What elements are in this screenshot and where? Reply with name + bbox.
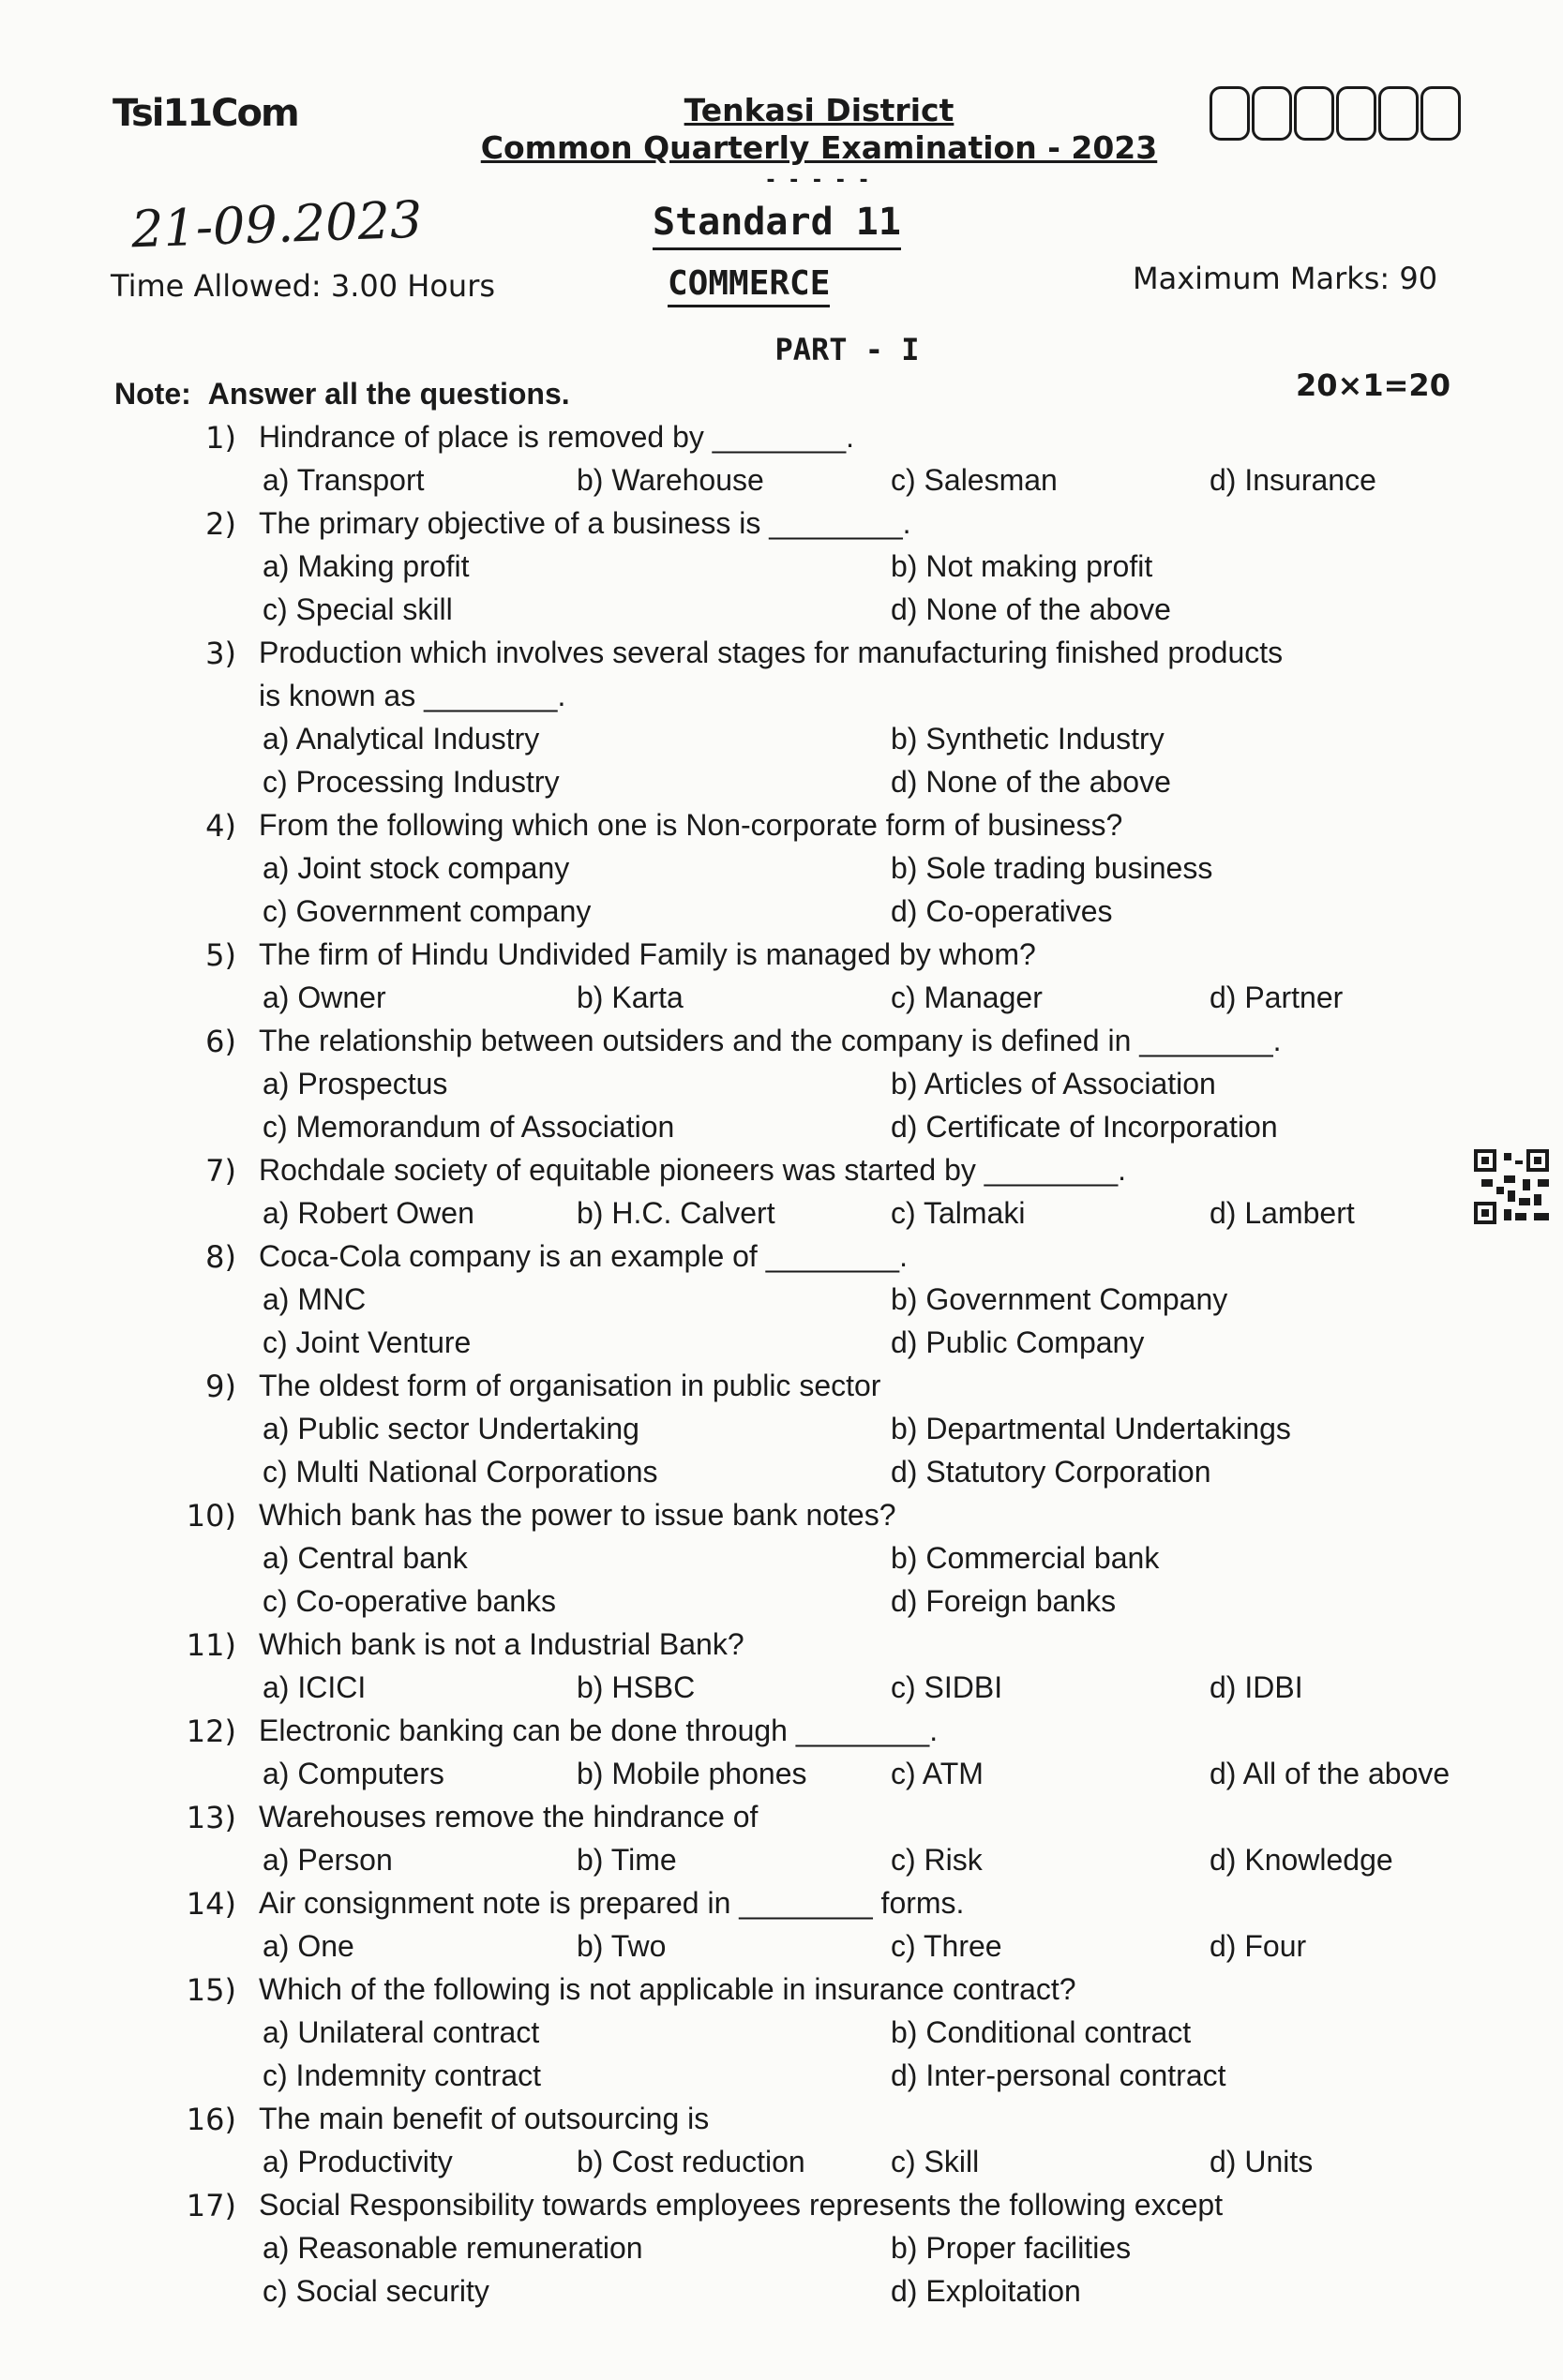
answer-option: d) Lambert: [1210, 1196, 1355, 1230]
answer-option: a) Owner: [263, 980, 386, 1014]
answer-option: d) Statutory Corporation: [891, 1455, 1211, 1489]
question-number: 10): [186, 1498, 236, 1534]
instruction-note: Note: Answer all the questions.: [114, 377, 570, 411]
question-text: Electronic banking can be done through ________.: [259, 1714, 939, 1747]
question-number: 16): [186, 2102, 236, 2137]
answer-option: b) HSBC: [577, 1670, 696, 1704]
answer-option: a) Person: [263, 1843, 393, 1877]
question-text: The main benefit of outsourcing is: [259, 2102, 710, 2135]
question-text: Social Responsibility towards employees represents the following except: [259, 2188, 1224, 2222]
answer-option: b) Not making profit: [891, 549, 1153, 583]
answer-option: a) Making profit: [263, 549, 470, 583]
answer-option: a) Productivity: [263, 2145, 453, 2178]
question-number: 9): [205, 1369, 236, 1404]
answer-option: c) Government company: [263, 894, 592, 928]
answer-option: b) Commercial bank: [891, 1541, 1160, 1575]
question-text: Rochdale society of equitable pioneers was started by ________.: [259, 1153, 1127, 1187]
district-title: Tenkasi District: [684, 92, 954, 128]
answer-option: d) Co-operatives: [891, 894, 1113, 928]
answer-option: c) Talmaki: [891, 1196, 1026, 1230]
question-number: 5): [205, 937, 236, 973]
answer-option: c) Memorandum of Association: [263, 1110, 675, 1144]
marks-scheme: 20×1=20: [1296, 367, 1450, 403]
answer-option: a) Computers: [263, 1757, 444, 1790]
question-text: Which of the following is not applicable in insurance contract?: [259, 1972, 1076, 2006]
answer-option: d) IDBI: [1210, 1670, 1303, 1704]
answer-option: c) Risk: [891, 1843, 983, 1877]
answer-option: b) Karta: [577, 980, 684, 1014]
answer-option: b) H.C. Calvert: [577, 1196, 775, 1230]
time-allowed: Time Allowed: 3.00 Hours: [111, 268, 496, 304]
answer-option: a) MNC: [263, 1282, 367, 1316]
answer-option: d) Knowledge: [1210, 1843, 1393, 1877]
question-number: 12): [186, 1714, 236, 1749]
answer-option: a) Prospectus: [263, 1067, 448, 1100]
answer-option: a) Joint stock company: [263, 851, 570, 885]
answer-option: c) Joint Venture: [263, 1325, 472, 1359]
register-box: [1336, 86, 1376, 141]
answer-option: b) Conditional contract: [891, 2015, 1192, 2049]
answer-option: d) Units: [1210, 2145, 1314, 2178]
question-text: From the following which one is Non-corporate form of business?: [259, 808, 1123, 842]
question-number: 13): [186, 1800, 236, 1835]
answer-option: d) None of the above: [891, 592, 1171, 626]
question-number: 7): [205, 1153, 236, 1189]
answer-option: c) Special skill: [263, 592, 453, 626]
standard-label: Standard 11: [653, 201, 901, 250]
register-box: [1210, 86, 1250, 141]
register-box: [1420, 86, 1461, 141]
answer-option: d) Partner: [1210, 980, 1344, 1014]
answer-option: b) Proper facilities: [891, 2231, 1132, 2265]
answer-option: c) Social security: [263, 2274, 489, 2308]
answer-option: a) Reasonable remuneration: [263, 2231, 643, 2265]
answer-option: d) Insurance: [1210, 463, 1376, 497]
answer-option: c) SIDBI: [891, 1670, 1003, 1704]
question-number: 6): [205, 1024, 236, 1059]
answer-option: a) Unilateral contract: [263, 2015, 540, 2049]
answer-option: c) Skill: [891, 2145, 980, 2178]
question-number: 17): [186, 2188, 236, 2223]
question-number: 2): [205, 506, 236, 542]
answer-option: c) Manager: [891, 980, 1043, 1014]
question-number: 11): [186, 1627, 236, 1663]
answer-option: c) Processing Industry: [263, 765, 560, 799]
answer-option: b) Cost reduction: [577, 2145, 805, 2178]
maximum-marks: Maximum Marks: 90: [1133, 261, 1438, 296]
question-text: The relationship between outsiders and the company is defined in ________.: [259, 1024, 1282, 1057]
answer-option: c) Co-operative banks: [263, 1584, 557, 1618]
answer-option: d) Certificate of Incorporation: [891, 1110, 1278, 1144]
answer-option: b) Mobile phones: [577, 1757, 807, 1790]
qr-code-icon: [1474, 1149, 1549, 1224]
question-text-continued: is known as ________.: [259, 679, 566, 712]
subject-title: COMMERCE: [668, 264, 830, 307]
answer-option: c) Multi National Corporations: [263, 1455, 658, 1489]
answer-option: a) Robert Owen: [263, 1196, 474, 1230]
register-number-boxes: [1210, 86, 1463, 141]
exam-title: Common Quarterly Examination - 2023: [480, 129, 1158, 166]
answer-option: a) One: [263, 1929, 354, 1963]
answer-option: d) None of the above: [891, 765, 1171, 799]
answer-option: a) Transport: [263, 463, 425, 497]
answer-option: d) Four: [1210, 1929, 1307, 1963]
answer-option: d) Foreign banks: [891, 1584, 1117, 1618]
answer-option: c) ATM: [891, 1757, 984, 1790]
part-heading: PART - I: [774, 332, 920, 367]
question-text: Production which involves several stages for manufacturing finished products: [259, 636, 1284, 669]
question-text: Coca-Cola company is an example of ________.: [259, 1239, 908, 1273]
question-number: 15): [186, 1972, 236, 2008]
question-number: 8): [205, 1239, 236, 1275]
question-number: 1): [205, 420, 236, 456]
answer-option: a) Analytical Industry: [263, 722, 540, 756]
answer-option: d) All of the above: [1210, 1757, 1450, 1790]
answer-option: b) Sole trading business: [891, 851, 1213, 885]
answer-option: b) Departmental Undertakings: [891, 1412, 1291, 1445]
divider-dashes: - - - - -: [766, 169, 872, 192]
answer-option: a) ICICI: [263, 1670, 367, 1704]
question-text: Which bank has the power to issue bank notes?: [259, 1498, 896, 1532]
question-text: Hindrance of place is removed by ________.: [259, 420, 855, 454]
answer-option: b) Synthetic Industry: [891, 722, 1165, 756]
answer-option: b) Government Company: [891, 1282, 1228, 1316]
answer-option: a) Public sector Undertaking: [263, 1412, 639, 1445]
register-box: [1378, 86, 1419, 141]
question-number: 4): [205, 808, 236, 844]
register-box: [1252, 86, 1292, 141]
answer-option: d) Exploitation: [891, 2274, 1081, 2308]
register-box: [1294, 86, 1334, 141]
answer-option: c) Salesman: [891, 463, 1058, 497]
question-text: Which bank is not a Industrial Bank?: [259, 1627, 744, 1661]
question-text: The firm of Hindu Undivided Family is managed by whom?: [259, 937, 1036, 971]
question-text: Warehouses remove the hindrance of: [259, 1800, 759, 1834]
question-text: Air consignment note is prepared in ________ forms.: [259, 1886, 965, 1920]
paper-code: Tsi11Com: [113, 92, 298, 135]
answer-option: b) Two: [577, 1929, 667, 1963]
answer-option: b) Time: [577, 1843, 677, 1877]
answer-option: c) Indemnity contract: [263, 2058, 541, 2092]
answer-option: c) Three: [891, 1929, 1002, 1963]
answer-option: b) Articles of Association: [891, 1067, 1216, 1100]
question-text: The oldest form of organisation in public sector: [259, 1369, 881, 1402]
answer-option: d) Public Company: [891, 1325, 1145, 1359]
question-text: The primary objective of a business is ________.: [259, 506, 911, 540]
answer-option: a) Central bank: [263, 1541, 468, 1575]
answer-option: d) Inter-personal contract: [891, 2058, 1226, 2092]
handwritten-date: 21-09.2023: [129, 189, 424, 260]
question-number: 14): [186, 1886, 236, 1922]
answer-option: b) Warehouse: [577, 463, 764, 497]
question-number: 3): [205, 636, 236, 671]
